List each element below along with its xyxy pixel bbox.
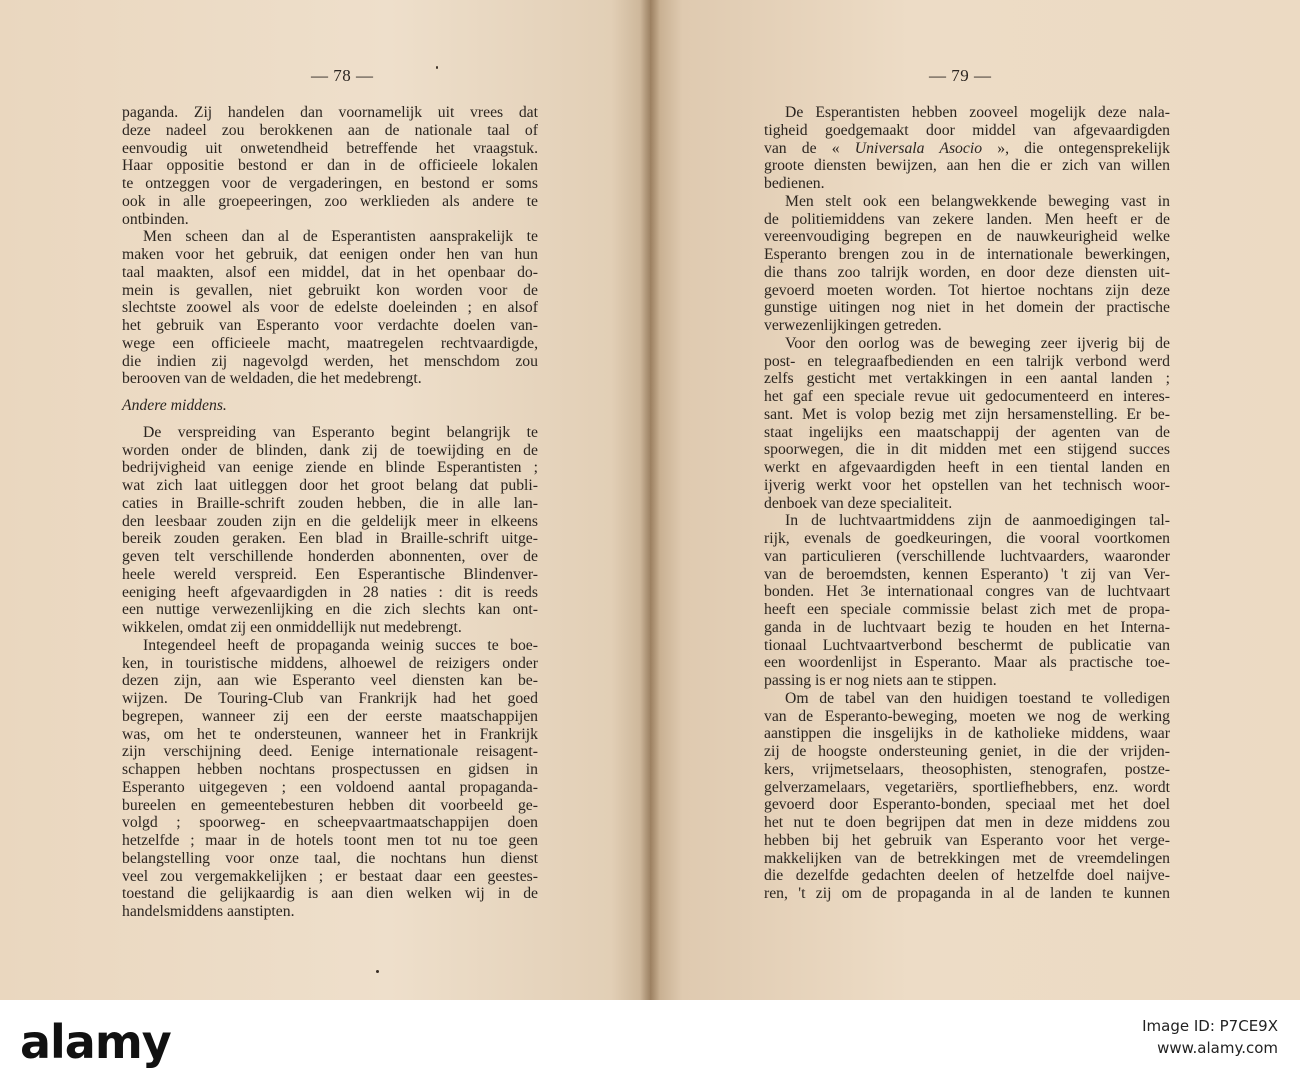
text-line: berooven van de weldaden, die het medebrengt. — [122, 370, 422, 388]
text-line: bedienen. — [764, 175, 825, 192]
right-page-text — [764, 104, 1170, 903]
text-line: veel zou vergemakkelijken ; er bestaat daar een geestes- — [122, 867, 538, 885]
text-line: eenvoudig uit onwetendheid betreffende het vraagstuk. — [122, 139, 538, 157]
text-line: Men stelt ook een belangwekkende beweging vast in — [785, 192, 1170, 210]
text-line: staat ingelijks een maatschappij der agenten van de — [764, 423, 1170, 441]
text-line: toestand die gelijkaardig is aan dien welken wij in de — [122, 885, 538, 903]
text-line: De verspreiding van Esperanto begint belangrijk te — [143, 423, 538, 441]
watermark-url: www.alamy.com — [1157, 1039, 1278, 1057]
text-line: wat zich laat uitleggen door het groot belang dat publi- — [122, 477, 538, 494]
text-line: tionaal Luchtvaartverbond beschermt de publicatie van — [764, 636, 1170, 654]
paragraph — [764, 193, 1170, 335]
text-line: denboek van deze specialiteit. — [764, 494, 953, 512]
text-line: maken voor het gebruik, dat eenigen onder hen van hun — [122, 246, 538, 263]
text-line: schappen hebben nochtans prospectussen en gidsen in — [122, 761, 538, 778]
right-page — [650, 0, 1300, 1000]
text-line: Haar oppositie bestond er dan in de officieele lokalen — [122, 157, 538, 175]
paragraph — [122, 228, 538, 388]
text-line: kers, vrijmetselaars, theosophisten, stenografen, postze- — [764, 760, 1170, 778]
text-line: In de luchtvaartmiddens zijn de aanmoedigingen tal- — [785, 512, 1170, 530]
text-line: van de Esperanto-beweging, moeten we nog de werking — [764, 707, 1170, 725]
text-line: van particulieren (verschillende luchtvaarders, waaronder — [764, 547, 1170, 565]
text-line: Integendeel heeft de propaganda weinig succes te boe- — [143, 636, 538, 654]
text-line: een woordenlijst in Esperanto. Maar als practische toe- — [764, 654, 1170, 672]
text-line: caties in Braille-schrift zouden hebben, die in alle lan- — [122, 494, 538, 512]
text-line: zij de hoogste ondersteuning geniet, in die der vrijden- — [764, 743, 1170, 760]
text-line: tigheid goedgemaakt door middel van afgevaardigden — [764, 121, 1170, 139]
text-line: belangstelling voor onze taal, die nochtans hun dienst — [122, 849, 538, 867]
text-fragment: », die ontegensprekelijk — [982, 139, 1170, 157]
paper-speck — [376, 970, 379, 973]
text-line: hetzelfde ; maar in de hotels toont men tot nu toe geen — [122, 832, 538, 849]
text-line: Esperanto brengen zou in de internationale bewerkingen, — [764, 246, 1170, 263]
text-line: verwezenlijkingen getreden. — [764, 317, 942, 334]
text-line: een nuttige verwezenlijking en die zich slechts kan ont- — [122, 601, 538, 619]
left-page-text — [122, 104, 538, 921]
text-line: Men scheen dan al de Esperantisten aansprakelijk te — [143, 228, 538, 246]
text-line: Voor den oorlog was de beweging zeer ijverig bij de — [785, 334, 1170, 352]
text-line: was, om het te ondersteunen, wanneer het in Frankrijk — [122, 725, 538, 743]
text-line: worden onder de blinden, dank zij de toewijding en de — [122, 441, 538, 459]
text-line: de politiemiddens van zekere landen. Men heeft er de — [764, 210, 1170, 228]
text-line: ontbinden. — [122, 210, 189, 228]
text-line: gelverzamelaars, vegetariërs, sportliefhebbers, enz. wordt — [764, 778, 1170, 796]
text-line: werkt en afgevaardigden heeft in een tiental landen en — [764, 459, 1170, 476]
page-number-78: — 78 — — [311, 66, 374, 85]
text-line: spoorwegen, die in dit midden met een stijgend succes — [764, 441, 1170, 459]
text-line: bureelen en gemeentebesturen hebben dit voorbeeld ge- — [122, 796, 538, 814]
text-line: het gaf een speciale revue uit gedocumenteerd en interes- — [764, 388, 1170, 405]
watermark-info — [1142, 1015, 1278, 1059]
text-line: vereenvoudiging begrepen en de nauwkeurigheid welke — [764, 228, 1170, 246]
text-line: gunstige uitingen nog niet in het domein der practische — [764, 299, 1170, 317]
text-fragment: van de « — [764, 139, 855, 157]
text-line: De Esperantisten hebben zooveel mogelijk deze nala- — [785, 104, 1170, 121]
text-line: begrepen, wanneer zij een der eerste maatschappijen — [122, 707, 538, 725]
text-line: bonden. Het 3e internationaal congres van de luchtvaart — [764, 583, 1170, 601]
text-line: zijn verschijning deed. Eenige internationale reisagent- — [122, 743, 538, 761]
text-line: bedrijvigheid van eenige ziende en blinde Esperantisten ; — [122, 459, 538, 477]
image-id: Image ID: P7CE9X — [1142, 1017, 1278, 1035]
paragraph — [122, 424, 538, 637]
text-line: volgd ; spoorweg- en scheepvaartmaatschappijen doen — [122, 814, 538, 832]
text-line: hebben bij het gebruik van Esperanto voor het verge- — [764, 831, 1170, 849]
text-line: taal maakten, alsof een middel, dat in het openbaar do- — [122, 263, 538, 281]
text-line: mein is gevallen, niet gebruikt kon worden voor de — [122, 281, 538, 299]
alamy-logo: alamy — [20, 1015, 171, 1069]
text-line: die dezelfde gedachten deelen of hetzelfde doel naijve- — [764, 867, 1170, 885]
text-line: gevoerd moeten worden. Tot hiertoe nochtans zijn deze — [764, 281, 1170, 299]
text-line: ganda in de luchtvaart bezig te houden en het Interna- — [764, 618, 1170, 636]
paragraph — [764, 690, 1170, 903]
text-line: ren, 't zij om de propaganda in al de landen te kunnen — [764, 885, 1170, 902]
text-line: eeniging heeft afgevaardigden in 28 naties : dit is reeds — [122, 583, 538, 601]
text-line: geven telt verschillende honderden abonnenten, over de — [122, 548, 538, 565]
paragraph — [764, 104, 1170, 193]
text-line: ijverig werkt voor het opstellen van het technisch woor- — [764, 476, 1170, 494]
text-line: die thans zoo talrijk worden, en door deze diensten uit- — [764, 263, 1170, 281]
text-line: ken, in touristische middens, alhoewel de reizigers onder — [122, 654, 538, 672]
text-line: Esperanto uitgegeven ; een voldoend aantal propaganda- — [122, 778, 538, 796]
text-line: aanstippen die insgelijks in de katholieke middens, waar — [764, 725, 1170, 743]
text-line: deze nadeel zou berokkenen aan de nationale taal of — [122, 121, 538, 139]
section-heading: Andere middens. — [122, 397, 227, 414]
text-line: heele wereld verspreid. Een Esperantische Blindenver- — [122, 565, 538, 583]
text-line: Om de tabel van den huidigen toestand te volledigen — [785, 689, 1170, 707]
emphasis-universala-asocio: Universala Asocio — [854, 139, 983, 157]
paper-speck — [436, 66, 438, 69]
text-line: passing is er nog niets aan te stippen. — [764, 672, 997, 689]
text-line: paganda. Zij handelen dan voornamelijk uit vrees dat — [122, 104, 538, 121]
text-line: den leesbaar zouden zijn en die geldelijk meer in elkeens — [122, 512, 538, 530]
text-line: heeft een speciale commissie belast zich met de propa- — [764, 601, 1170, 618]
text-line: groote diensten bewijzen, aan hen die er zich van willen — [764, 157, 1170, 175]
text-line: dezen zijn, aan wie Esperanto veel diensten kan be- — [122, 672, 538, 690]
text-line — [764, 140, 1170, 158]
text-line: te ontzeggen voor de vergaderingen, en bestond er soms — [122, 175, 538, 192]
text-line: wikkelen, omdat zij een onmiddellijk nut medebrengt. — [122, 619, 462, 636]
text-line: slechtste zoowel als voor de edelste doeleinden ; en alsof — [122, 299, 538, 317]
paragraph — [764, 335, 1170, 513]
text-line: handelsmiddens aanstipten. — [122, 903, 295, 920]
text-line: wege een officieele macht, maatregelen rechtvaardigde, — [122, 334, 538, 352]
text-line: post- en telegraafbedienden en een talrijk verbond werd — [764, 352, 1170, 370]
text-line: wijzen. De Touring-Club van Frankrijk had het goed — [122, 690, 538, 707]
text-line: rijk, evenals de goedkeuringen, die vooral voortkomen — [764, 530, 1170, 547]
text-line: zelfs gesticht met vertakkingen in een aantal landen ; — [764, 370, 1170, 388]
text-line: ook in alle groepeeringen, zoo werklieden als andere te — [122, 192, 538, 210]
left-page — [0, 0, 650, 1000]
text-line: bereik zouden geraken. Een blad in Braille-schrift uitge- — [122, 530, 538, 548]
text-line: gevoerd door Esperanto-bonden, speciaal met het doel — [764, 796, 1170, 814]
watermark-footer — [0, 1000, 1300, 1086]
page-number-79: — 79 — — [929, 66, 992, 85]
text-line: makkelijken van de betrekkingen met de vreemdelingen — [764, 849, 1170, 867]
paragraph — [764, 512, 1170, 690]
text-line: die indien zij nagevolgd werden, het menschdom zou — [122, 352, 538, 370]
text-line: sant. Met is volop bezig met zijn hersamenstelling. Er be- — [764, 405, 1170, 423]
text-line: het nut te doen begrijpen dat men in deze middens zou — [764, 814, 1170, 831]
text-line: van de beroemdsten, kennen Esperanto) 't zij van Ver- — [764, 565, 1170, 583]
paragraph — [122, 104, 538, 228]
paragraph — [122, 637, 538, 921]
text-line: het gebruik van Esperanto voor verdachte doelen van- — [122, 317, 538, 334]
